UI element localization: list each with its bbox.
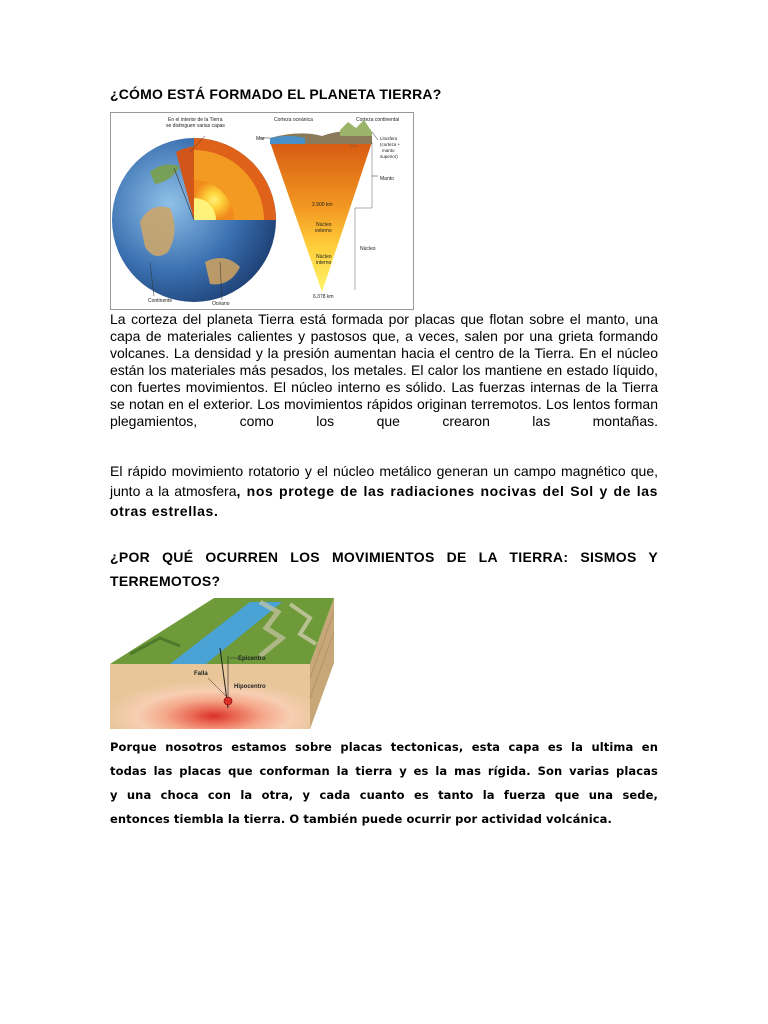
paragraph-line: Porque nosotros estamos sobre placas tectonicas, esta capa es la ultima en: [110, 740, 658, 754]
label-lithosphere-2: (corteza +: [380, 142, 401, 147]
paragraph-earth-layers: La corteza del planeta Tierra está formada por placas que flotan sobre el manto, una capa de materiales calientes y pastosos que, a veces, salen por una grieta formando volcanes. La densidad y la presión aumentan hacia el centro de la Tierra. En el núcleo están los materiales más pesados, los metales. El calor los mantiene en estado líquido, con fuertes movimientos. El núcleo interno es sólido. Las fuerzas internas de la Tierra se notan en el exterior. Los movimientos rápidos originan terremotos. Los lentos forman plegamientos, como los que crearon las montañas.: [110, 311, 658, 429]
label-mantle: Manto: [380, 176, 394, 182]
earth-layers-illustration: [110, 112, 414, 310]
label-interior-2: se distinguen varias capas: [166, 123, 225, 129]
section-title-planet: ¿CÓMO ESTÁ FORMADO EL PLANETA TIERRA?: [110, 86, 442, 102]
label-core: Núcleo: [360, 246, 376, 252]
paragraph-line: y una choca con la otra, y cada cuanto es tanto la fuerza que una sede,: [110, 788, 658, 802]
paragraph-line: todas las placas que conforman la tierra y es la mas rígida. Son varias placas: [110, 764, 658, 778]
label-sea: Mar: [256, 136, 265, 142]
paragraph-magnetic-field: [110, 461, 658, 521]
paragraph-magnetic-field-start: El rápido movimiento rotatorio y el núcleo metálico generan un campo magnético que, junto a la atmosfera: [110, 463, 658, 499]
label-fault: Falla: [194, 671, 208, 677]
label-inner-core-2: interno: [316, 260, 332, 266]
label-inner-core: Núcleo: [316, 254, 332, 260]
earthquake-block-illustration: [110, 598, 334, 729]
label-2900km: 2.900 km: [312, 202, 333, 208]
label-oceanic-crust: Corteza oceánica: [274, 117, 313, 123]
label-epicenter: Epicentro: [238, 656, 266, 662]
label-outer-core-2: externo: [315, 228, 332, 234]
label-hypocenter: Hipocentro: [234, 684, 266, 690]
label-lithosphere: Litosfera: [380, 136, 398, 141]
hypocenter-dot: [224, 697, 232, 705]
label-outer-core: Núcleo: [316, 222, 332, 228]
section-title-earthquakes: ¿POR QUÉ OCURREN LOS MOVIMIENTOS DE LA TIERRA: SISMOS Y TERREMOTOS?: [110, 549, 658, 589]
label-lithosphere-3: manto: [382, 148, 395, 153]
paragraph-tectonic-plates: [110, 735, 658, 831]
label-continental-crust: Corteza continental: [356, 117, 400, 123]
label-interior: En el interior de la Tierra: [168, 117, 223, 123]
label-6378km: 6.378 km: [313, 294, 334, 300]
label-ocean: Océano: [212, 301, 230, 307]
paragraph-line: entonces tiembla la tierra. O también puede ocurrir por actividad volcánica.: [110, 812, 612, 826]
paragraph-magnetic-field-bold: , nos protege de las radiaciones nocivas del Sol y de las otras estrellas.: [110, 483, 658, 519]
block-front-face: [110, 664, 310, 729]
label-lithosphere-4: superior): [380, 154, 398, 159]
label-continent: Continente: [148, 298, 173, 304]
